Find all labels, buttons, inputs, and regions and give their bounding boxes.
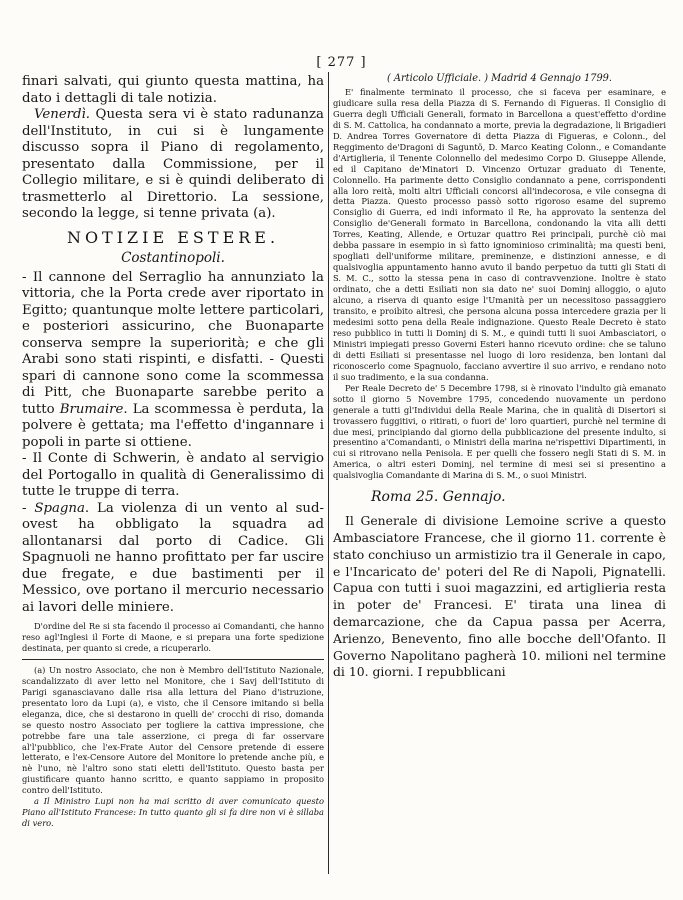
footnote-rule [22,659,324,660]
intro-paragraph: finari salvati, qui giunto questa mattina, ha dato i dettagli di tale notizia. [22,74,324,106]
small-paragraph-maone: D'ordine del Re si sta facendo il processo ai Comandanti, che hanno reso agl'Inglesi il Forte di Maone, e si prepara una forte spedizione destinata, per quanto si crede, a ricuperarlo. [22,621,324,653]
footnote-a: (a) Un nostro Associato, che non è Membro dell'Istituto Nazionale, scandalizzato di aver letto nel Monitore, che i Savj dell'Istituto di Parigi sganasciavano dalle risa alla lettura del Piano d'istruzione, presentato loro da Lupi (a), e visto, che il Censore imitando si bella eleganza, dice, che si destarono in quelli de' crocchi di riso, domanda se questo nostro Associato per togliere la cattiva impressione, che potrebbe fare una tale asserzione, ci prega di far osservare al'l'pubblico, che l'ex-Frate Autor del Censore pretende di essere letterato, e l'ex-Censore Autore del Monitore lo pretende anche più, e nè l'uno, nè l'altro sono stati eletti dell'Istituto. Questo basta per giustificare quanto hanno scritto, e quanto sappiamo in proposito contro dell'Istituto. [22,664,324,796]
paragraph-schwerin: - Il Conte di Schwerin, è andato al servigio del Portogallo in qualità di Generalissimo di tutte le truppe di terra. [22,451,324,499]
madrid-article-2: Per Reale Decreto de' 5 Decembre 1798, si è rinovato l'indulto già emanato sotto il giorno 5 Novembre 1795, concedendo nuovamente un perdono generale a tutti gl'Individui della Reale Marina, che in qualità di Disertori si trovassero fuggitivi, o ritirati, o fuori de' loro quartieri, purchè nel termine di due mesi, principiando dal giorno della pubblicazione del presente indulto, si presentino a'Comandanti, o Ministri della marina ne'rispettivi Dipartimenti, in cui si ritrovano nella Penisola. E per quelli che fossero negli Stati di S. M. in America, o altri esteri Dominj, nel termine di mesi sei si presentino a qualsivoglia Comandante di Marina di S. M., o suoi Ministri. [333,382,666,481]
brumaire-word: Brumaire [59,401,124,417]
column-divider [328,72,329,874]
spagna-text: . La violenza di un vento al sud-ovest ha obbligato la squadra ad allontanarsi dal porto di Cadice. Gli Spagnuoli ne hanno profittato per far uscire due fregate, e due bastimenti per il Messico, ove portano il mercurio necessario ai lavori delle miniere. [22,500,324,615]
section-heading: NOTIZIE ESTERE. [66,227,280,247]
right-column [333,74,666,681]
paragraph-costantinopoli [22,270,324,452]
madrid-article: E' finalmente terminato il processo, che si faceva per esaminare, e giudicare sulla resa della Piazza di S. Fernando di Figueras. Il Consiglio di Guerra degli Ufficiali Generali, formato in Barcellona a quest'effetto d'ordine di S. M. Cattolica, ha condannato a morte, previa la degradazione, li Brigadieri D. Andrea Torres Governatore di detta Piazza di Figueras, e Colonn., del Reggimento de'Dragoni di Saguntö, D. Marco Keating Colonn., e Comandante d'Artiglieria, il Tenente Colonnello del medesimo Corpo D. Giuseppe Allende, ed il Capitano de'Minatori D. Vincenzo Ortuzar graduato di Tenente, Colonnello. Ha parimente detto Consiglio condannato a pene, corrispondenti alla loro reità, molti altri Ufficiali concorsi all'indecorosa, e vile consegna di detta Piazza. Questo processo passò sotto rigoroso esame del supremo Consiglio di Guerra, ed indi informato il Re, ha approvato la sentenza del Consiglio de'Generali formato in Barcellona, condonando la vita alli detti Torres, Keating, Allende, e Ortuzar quattro Rei principali, purchè ciò mai debba passare in esempio in sì fatto ignominioso criminalità; ma questi beni, spogliati dell'uniforme militare, preminenze, e distinzioni annesse, e di qualsivoglia appuntamento hanno avuto il bando perpetuo da tutti gli Stati di S. M. C., sotto la stessa pena in caso di contravvenzione. Inoltre è stato ordinato, che a detti Esiliati non sia dato ne' suoi Dominj alloggio, o ajuto alcuno, a riserva di quanto esige l'Umanità per un necessitoso passaggiero transito, e proibito altresì, che persona alcuna possa intercedere grazia per li medesimi sotto pena della Reale indignazione. Questo Reale Decreto è stato reso pubblico in tutti li Dominj di S. M., e quindi tutti li suoi Ambasciatori, o Ministri impiegati presso Governi Esteri hanno ricevuto ordine: che se taluno di detti Esiliati si presentasse nel luogo di loro residenza, ben lontani dal riconoscerlo come Spagnuolo, facciano avvertire il suo arrivo, e rendano noto il suo tradimento, e la sua condanna. [333,86,666,382]
roma-paragraph: Il Generale di divisione Lemoine scrive a questo Ambasciatore Francese, che il giorno 11. corrente è stato conchiuso un armistizio tra il Generale in capo, e l'Incaricato de' poteri del Re di Napoli, Pignatelli. Capua con tutti i suoi magazzini, ed artiglieria resta in poter de' Francesi. E' tirata una linea di demarcazione, che da Capua passa per Acerra, Arienzo, Benevento, fino alle bocche dell'Ofanto. Il Governo Napolitano pagherà 10. milioni nel termine di 10. giorni. I repubblicani [333,513,666,680]
paragraph-costantinopoli-end: . La scommessa è perduta, la polvere è gettata; ma l'effetto d'ingannare i popoli in parte si ottiene. [22,401,325,450]
page-number: [ 277 ] [316,55,367,70]
venerdi-paragraph [22,107,324,223]
paragraph-spagna [22,501,324,617]
spagna-label: - Spagna [22,500,85,516]
section-subheading: Costantinopoli. [121,249,225,266]
madrid-header: ( Articolo Ufficiale. ) Madrid 4 Gennajo 1799. [386,73,613,84]
venerdi-label: Venerdì. [34,107,91,122]
left-column [22,74,324,829]
footnote-b: a Il Ministro Lupi non ha mai scritto di aver comunicato questo Piano all'Istituto Francese: In tutto quanto gli si fa dire non vi è sillaba di vero. [22,796,324,829]
paragraph-costantinopoli-text: - Il cannone del Serraglio ha annunziato la vittoria, che la Porta crede aver riportato in Egitto; quantunque molte lettere particolari, e posteriori assicurino, che Buonaparte conserva sempre la superiorità; e che gli Arabi sono stati rispinti, e disfatti. - Questi spari di cannone sono come la scommessa di Pitt, che Buonaparte sarebbe perito a tutto [22,269,324,417]
venerdi-text: Questa sera vi è stato radunanza dell'Instituto, in cui si è lungamente discusso sopra il Piano di regolamento, presentato dalla Commissione, per il Collegio militare, e si è quindi deliberato di trasmetterlo al Direttorio. La sessione, secondo la legge, si tenne privata (a). [22,107,324,221]
roma-heading: Roma 25. Gennajo. [371,489,506,506]
